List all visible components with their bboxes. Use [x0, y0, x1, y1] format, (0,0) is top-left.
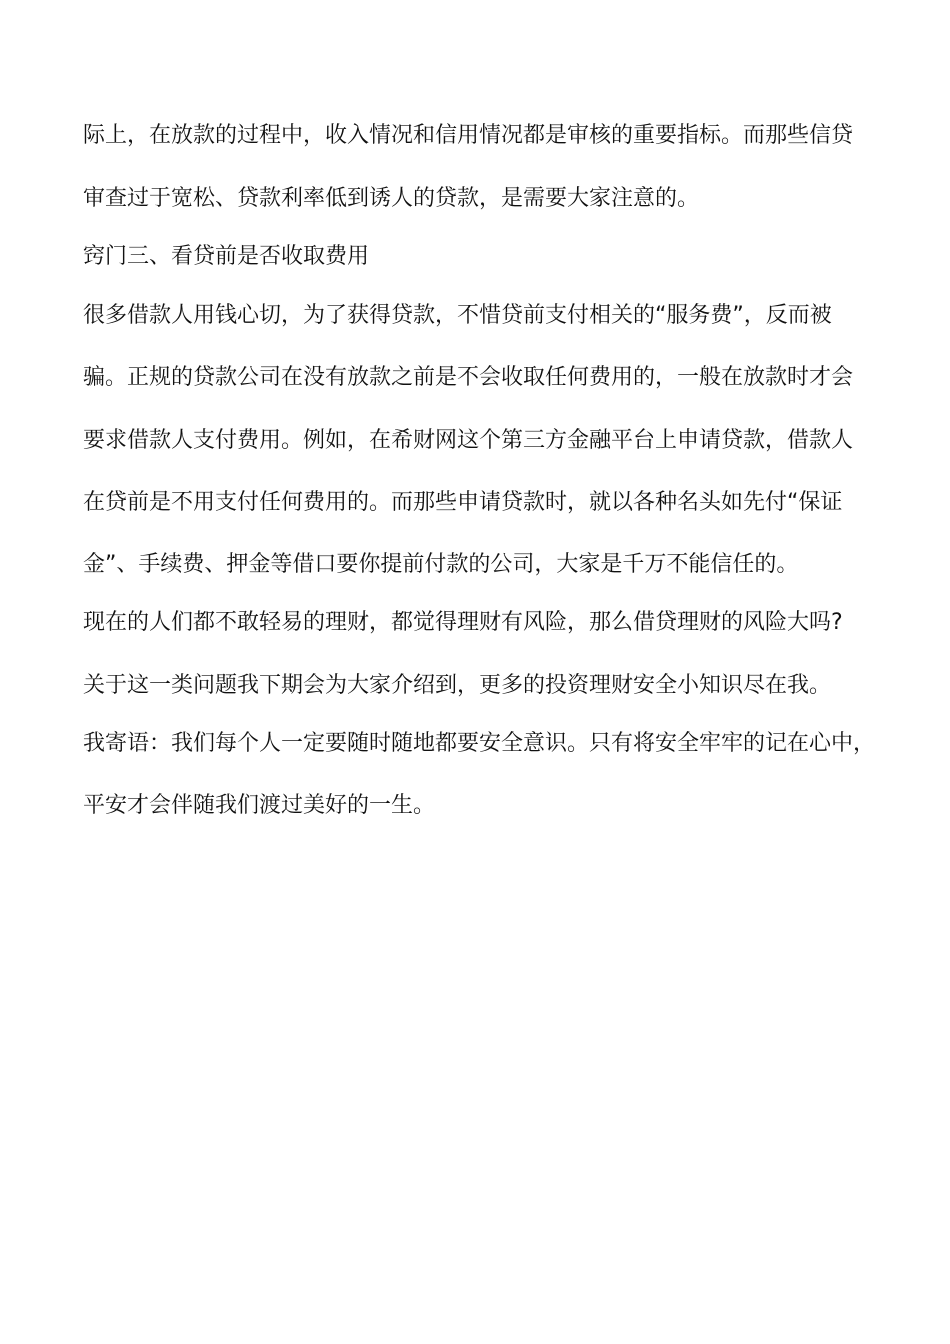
- section-heading: 窍门三、看贷前是否收取费用: [83, 244, 370, 269]
- paragraph-line: 审查过于宽松、贷款利率低到诱人的贷款，是需要大家注意的。: [83, 186, 700, 211]
- paragraph-line: 关于这一类问题我下期会为大家介绍到，更多的投资理财安全小知识尽在我。: [83, 673, 832, 698]
- paragraph-line: 现在的人们都不敢轻易的理财，都觉得理财有风险，那么借贷理财的风险大吗?: [83, 610, 843, 635]
- closing-line: 平安才会伴随我们渡过美好的一生。: [83, 793, 436, 818]
- paragraph-line: 际上，在放款的过程中，收入情况和信用情况都是审核的重要指标。而那些信贷: [83, 123, 854, 148]
- paragraph-line: 骗。正规的贷款公司在没有放款之前是不会收取任何费用的，一般在放款时才会: [83, 365, 854, 390]
- paragraph-line: 在贷前是不用支付任何费用的。而那些申请贷款时，就以各种名头如先付“保证: [83, 490, 843, 515]
- paragraph-line: 要求借款人支付费用。例如，在希财网这个第三方金融平台上申请贷款，借款人: [83, 428, 854, 453]
- paragraph-line: 金”、手续费、押金等借口要你提前付款的公司，大家是千万不能信任的。: [83, 552, 799, 577]
- paragraph-line: 很多借款人用钱心切，为了获得贷款，不惜贷前支付相关的“服务费”，反而被: [83, 303, 832, 328]
- closing-line: 我寄语：我们每个人一定要随时随地都要安全意识。只有将安全牢牢的记在心中，: [83, 731, 876, 756]
